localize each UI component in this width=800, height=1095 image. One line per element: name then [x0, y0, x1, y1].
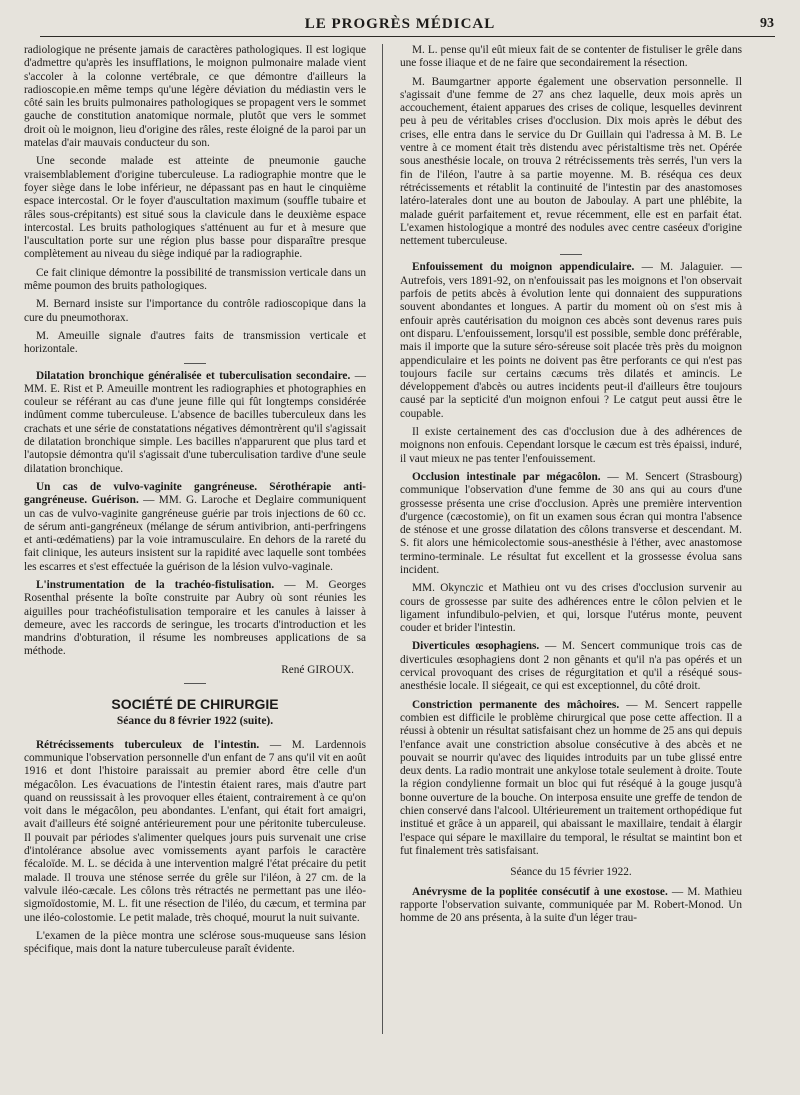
paragraph-body: — M. Georges Rosenthal présente la boîte construite par Aubry où sont réunies les aiguilles pour trachéofistulisation temporaire et les canules à laisser à demeure, avec les raccords de seringue, les trocarts d'introduction et les mandrins d'obturation, il résume les nombreuses applications de sa méthode. — [24, 578, 366, 658]
header-rule — [40, 36, 775, 37]
paragraph-body: — M. Sencert rappelle combien est difficile le problème chirurgical que pose cette affection. Il a réussi à obtenir un résultat satisfaisant chez un homme de 25 ans qui depuis l'enfance avait une constriction absolue consécutive à des abcès et ne pouvait se nourrir qu'avec des liquides introduits par un tube glissé entre deux dents. La radio montrait une ankylose totale seulement à droite. Toute la région condylienne formait un bloc qui fut réséqué à la gouge jusqu'à bonne ouverture de la bouche. On interposa ensuite une greffe de tendon de chien conservé dans l'alcool. Ultérieurement un traitement orthopédique fut institué et grâce à un appareil, qui abaissant le maxillaire, tendait à élargir l'espace qui sépare le maxillaire du temporal, le résultat se maintint bon et fut finalement très satisfaisant. — [400, 698, 742, 857]
paragraph-heading: Anévrysme de la poplitée consécutif à une exostose. — [412, 885, 668, 898]
paragraph — [24, 739, 366, 925]
paragraph-body: — M. Jalaguier. — Autrefois, vers 1891-92, on n'enfouissait pas les moignons et l'on observait parfois de petits abcès à évolution lente qui donnaient des suppurations souvent abondantes et longues. A partir du moment où on s'est mis à enfouir après cautérisation du moignon ces abcès sont devenus rares puis ont disparu. L'enfouissement, lorsqu'il est possible, semble donc préférable, mais il importe que la suture séro-séreuse soit placée très près du moignon appendiculaire et les points ne doivent pas être perforants ce qui n'est pas toujours facile sur certains cæcums très dilatés et amincis. Le développement d'abcès ou autres incidents peut-il d'ailleurs être toujours causé par la septicité d'un moignon enfoui ? Le catgut peut aussi être le coupable. — [400, 261, 742, 420]
paragraph — [400, 261, 742, 421]
paragraph-body: — MM. G. Laroche et Deglaire communiquent un cas de vulvo-vaginite gangréneuse guérie par trois injections de 60 cc. de sérum anti-gangréneux (mélange de sérum antivibrion, anti-perfringens et anti-œdématiens) par la voie intramusculaire. En dehors de la rareté du fait clinique, les auteurs insistent sur la rapidité avec laquelle sont tombées les escarres et s'est effectuée la guérison de la lésion vulvo-vaginale. — [24, 494, 366, 573]
society-title: SOCIÉTÉ DE CHIRURGIE — [111, 696, 279, 713]
paragraph — [24, 579, 366, 659]
column-separator — [382, 44, 383, 1034]
paragraph-body: — MM. E. Rist et P. Ameuille montrent les radiographies et photographies en couleur se référant au cas d'une jeune fille qui fût longtemps considérée indûment comme tuberculeuse. L'absence de bacilles tuberculeux dans les crachats et une série de constatations négatives démontrèrent qu'il s'agissait de dilatation bronchique simple. Les bacilles n'apparurent que plus tard et l'autopsie démontra qu'il s'agissait d'une tuberculisation tardive d'une seule dilatation bronchique. — [24, 369, 366, 475]
paragraph-body: — M. Sencert (Strasbourg) communique l'observation d'une femme de 30 ans qui au cours d'une grossesse présenta une crise d'occlusion. Après une première intervention d'urgence (cæcostomie), on fit un examen sous écran qui montra l'absence de sténose et une grosse dilatation des côlons transverse et descendant. M. S. fit alors une hémicolectomie sous-anesthésie à l'éther, avec anastomose termino-terminale. Le résultat fut excellent et la grossesse évolua sans incident. — [400, 470, 742, 576]
paragraph: Ce fait clinique démontre la possibilité de transmission verticale dans un même poumon des bruits pathologiques. — [24, 266, 366, 293]
paragraph-heading: Occlusion intestinale par mégacôlon. — [412, 470, 601, 483]
paragraph-heading: Diverticules œsophagiens. — [412, 640, 540, 653]
paragraph: MM. Okynczic et Mathieu ont vu des crises d'occlusion survenir au cours de grossesse par suite des adhérences entre le côlon pelvien et le ligament infundibulo-pelvien, et qui, lorsque l'utérus monte, peuvent couder et brider l'intestin. — [400, 582, 742, 635]
paragraph — [400, 640, 742, 693]
paragraph: radiologique ne présente jamais de caractères pathologiques. Il est logique d'admettre qu'après les insufflations, le moignon pulmonaire malade vient s'accoler à la colonne vertébrale, ce que démontre d'ailleurs la radioscopie.en même temps qu'une légère déviation du médiastin vers le côté sain les bruits pulmonaires pathologiques se propagent vers le sommet gauche de constitution anatomique normale, plutôt que vers le sommet droit où le moignon, lieu d'origine des râles, reste éloigné de la paroi par un matelas d'air mauvais conducteur du son. — [24, 44, 366, 150]
right-column — [400, 44, 742, 1084]
paragraph: M. L. pense qu'il eût mieux fait de se contenter de fistuliser le grêle dans une fosse iliaque et de ne faire que secondairement la résection. — [400, 44, 742, 70]
paragraph-body: — M. Sencert communique trois cas de diverticules œsophagiens dont 2 non gênants et qu'il n'a pas opérés et un cervical provoquant des crises de régurgitation et qu'il a réséqué sous-anesthésie locale. Il siégeait, ce qui est exceptionnel, du côté droit. — [400, 640, 742, 693]
paragraph — [24, 481, 366, 574]
session-date: Séance du 8 février 1922 (suite). — [116, 715, 274, 728]
paragraph — [24, 370, 366, 476]
paragraph-heading: Dilatation bronchique généralisée et tuberculisation secondaire. — [36, 369, 351, 382]
paragraph: Il existe certainement des cas d'occlusion due à des adhérences de moignons non enfouis. Cependant lorsque le cæcum est très épaissi, induré, il vaut mieux ne pas tenter l'enfouissement. — [400, 426, 742, 465]
paragraph: M. Ameuille signale d'autres faits de transmission verticale et horizontale. — [24, 329, 366, 356]
divider — [184, 683, 206, 684]
paragraph: L'examen de la pièce montra une sclérose sous-muqueuse sans lésion spécifique, mais dont la nature tuberculeuse paraît évidente. — [24, 929, 366, 956]
paragraph-heading: Un cas de vulvo-vaginite gangréneuse. Sérothérapie anti-gangréneuse. Guérison. — [24, 480, 366, 507]
page-number: 93 — [760, 16, 774, 31]
session-date: Séance du 15 février 1922. — [510, 866, 632, 879]
divider — [560, 254, 582, 255]
paragraph: M. Bernard insiste sur l'importance du contrôle radioscopique dans la cure du pneumothorax. — [24, 298, 366, 324]
paragraph — [400, 886, 742, 926]
paragraph: Une seconde malade est atteinte de pneumonie gauche vraisemblablement d'origine tuberculeuse. La radiographie montre que le foyer siège dans le lobe inférieur, ne dépassant pas en haut le cinquième espace intercostal. Or le foyer d'auscultation maximum (souffle tubaire et râles sous-crépitants) est situé sous la clavicule dans le deuxième espace intercostal. Les bruits pathologiques s'atténuent au fur et à mesure que l'auscultation porte sur une région plus basse pour disparaître presque complètement au niveau du siège indiqué par la radiographie. — [24, 155, 366, 261]
paragraph-heading: Rétrécissements tuberculeux de l'intestin. — [36, 738, 260, 751]
paragraph-heading: Constriction permanente des mâchoires. — [412, 698, 620, 711]
paragraph — [400, 471, 742, 577]
paragraph-body: — M. Lardennois communique l'observation personnelle d'un enfant de 7 ans qu'il vit en août 1916 et dont l'histoire paraissait au premier abord être celle d'un mégacôlon. Les évacuations de l'intestin étaient rares, mais d'autre part quand on reussissait à les provoquer elles étaient, contrairement à ce qu'on voit dans le mégacôlon, peu abondantes. L'enfant, qui était fort amaigri, avait d'ailleurs été soigné antérieurement pour une péritonite tuberculeuse. Il pouvait par périodes s'alimenter quelques jours puis survenait une crise d'intolérance absolue avec vomissements ayant parfois le caractère fécaloïde. M. L. se décida à une intervention malgré l'état précaire du petit malade. Il trouva une sténose serrée du grêle sur l'iléon, à 27 cm. de la valvule iléo-cæcale. Les côlons très rétractés ne permettant pas une iléo-sigmoïdostomie, M. L. fit une résection de l'iléo, du cæcum, et termina par une iléo-colostomie. Le petit malade, très choqué, mourut la nuit suivante. — [24, 738, 366, 924]
paragraph — [400, 699, 742, 859]
paragraph-heading: Enfouissement du moignon appendiculaire. — [412, 261, 635, 274]
paragraph-body: — M. Mathieu rapporte l'observation suivante, communiquée par M. Robert-Monod. Un homme de 20 ans présenta, à la suite d'un léger trau- — [400, 885, 742, 925]
divider — [184, 363, 206, 364]
left-column — [24, 44, 366, 1064]
signature: René GIROUX. — [281, 663, 354, 676]
journal-title: LE PROGRÈS MÉDICAL — [304, 16, 496, 32]
paragraph-heading: L'instrumentation de la trachéo-fistulisation. — [36, 578, 275, 591]
paragraph: M. Baumgartner apporte également une observation personnelle. Il s'agissait d'une femme de 27 ans chez laquelle, deux mois après un accouchement, étaient apparues des crises de colique, lesquelles devinrent peu à peu de véritables crises d'occlusion. Dix mois après le début des crises, elle entra dans le service du Dr Guillain qui l'adressa à M. B. Le ventre à ce moment était très distendu avec péristaltisme très net. Opérée sous anesthésie locale, on trouva 2 rétrécissements très serrés, l'un vers la fin de l'iléon, l'autre à sa partie moyenne. M. B. réséqua ces deux rétrécissements et rétablit la continuité de l'intestin par des anastomoses latéro-laterales dont une au bouton de Jaboulay. A part une phlébite, la malade guérit parfaitement et, revue récemment, elle est en parfait état. L'examen histologique a montré des nodules avec centre caséeux d'origine nettement tuberculeuse. — [400, 75, 742, 248]
